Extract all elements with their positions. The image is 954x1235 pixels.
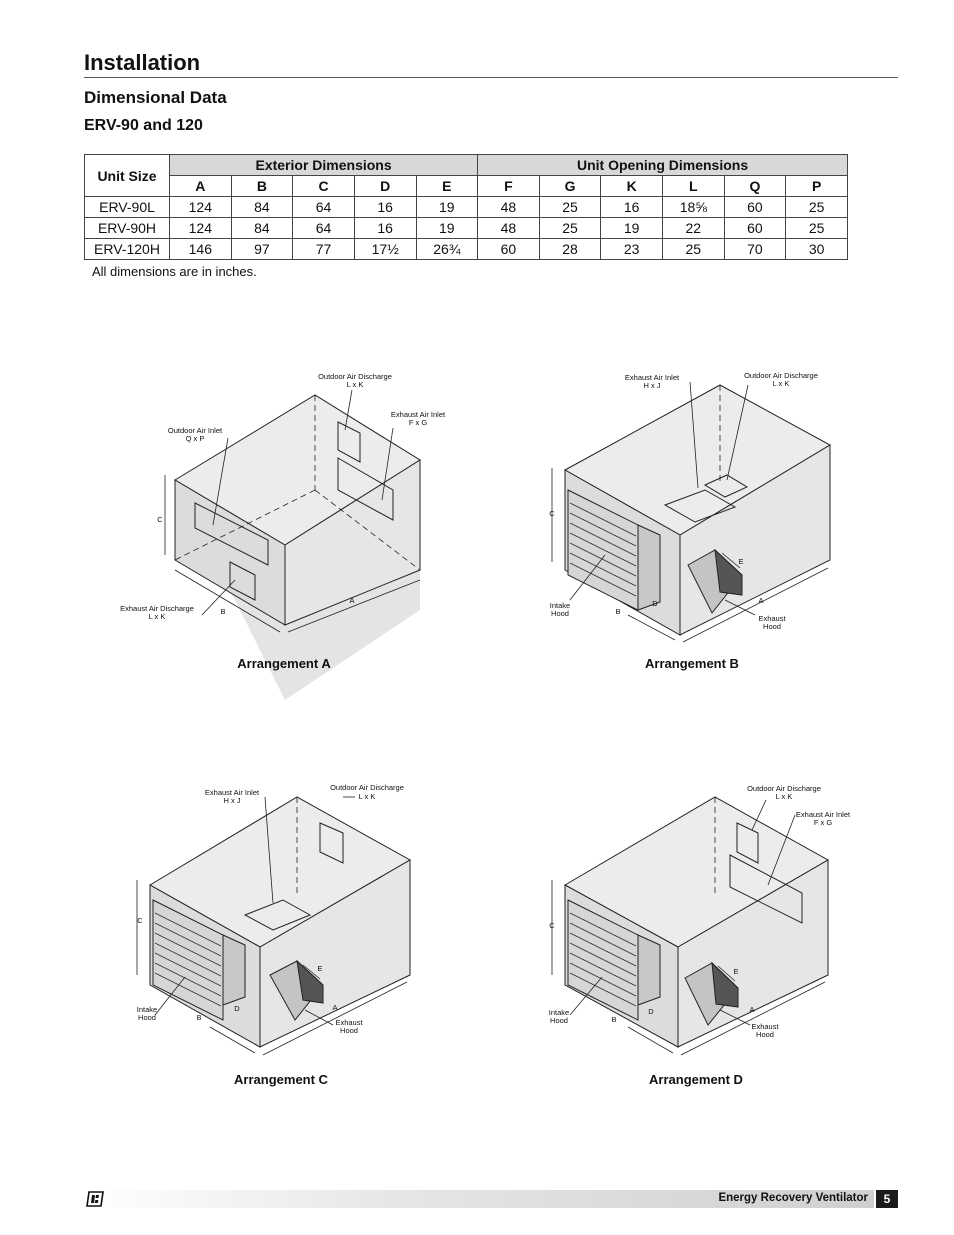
table-cell: 19 — [416, 197, 478, 218]
dim-c-label: C — [549, 921, 555, 930]
dim-e-label: E — [317, 964, 323, 973]
table-row — [85, 197, 848, 218]
unit-size-cell: ERV-120H — [85, 239, 170, 260]
table-cell: 64 — [293, 197, 355, 218]
arrangement-a-caption: Arrangement A — [237, 656, 331, 671]
table-cell: 30 — [786, 239, 848, 260]
arrangement-d-caption: Arrangement D — [649, 1072, 743, 1087]
intake-hood-label-2: Hood — [550, 1016, 568, 1025]
dim-a-label: A — [349, 596, 355, 605]
table-cell: 23 — [601, 239, 663, 260]
table-cell: 124 — [170, 218, 232, 239]
outdoor-inlet-dim: Q x P — [185, 434, 205, 443]
dimensions-note: All dimensions are in inches. — [92, 264, 257, 279]
exhaust-hood-label-1: Exhaust — [335, 1018, 363, 1027]
dim-a-label: A — [332, 1003, 338, 1012]
dim-b-label: B — [611, 1015, 617, 1024]
table-cell: 19 — [416, 218, 478, 239]
opening-dimensions-header: Unit Opening Dimensions — [478, 155, 848, 176]
table-cell: 64 — [293, 218, 355, 239]
table-cell: 25 — [539, 218, 601, 239]
table-cell: 70 — [724, 239, 786, 260]
outdoor-discharge-label: Outdoor Air Discharge — [747, 784, 821, 793]
page-title: Installation — [84, 50, 201, 75]
unit-size-cell: ERV-90L — [85, 197, 170, 218]
intake-hood-label-1: Intake — [549, 601, 571, 610]
table-cell: 26¾ — [416, 239, 478, 260]
exhaust-hood-label-2: Hood — [756, 1030, 774, 1039]
table-cell: 19 — [601, 218, 663, 239]
exhaust-discharge-dim: L x K — [148, 612, 166, 621]
table-cell: 48 — [478, 197, 540, 218]
table-cell: 25 — [663, 239, 725, 260]
title-rule — [84, 77, 898, 78]
intake-hood-label-2: Hood — [138, 1013, 156, 1022]
exhaust-hood-label-2: Hood — [340, 1026, 358, 1035]
dim-d-label: D — [234, 1004, 240, 1013]
table-cell: 97 — [231, 239, 293, 260]
outdoor-discharge-dim: L x K — [358, 792, 376, 801]
dimensions-table — [84, 154, 848, 260]
dim-c-label: C — [137, 916, 143, 925]
column-header-b: B — [231, 176, 293, 197]
exterior-dimensions-header: Exterior Dimensions — [170, 155, 478, 176]
column-header-g: G — [539, 176, 601, 197]
table-cell: 17½ — [354, 239, 416, 260]
table-cell: 84 — [231, 218, 293, 239]
page-number: 5 — [876, 1190, 898, 1208]
table-cell: 77 — [293, 239, 355, 260]
footer-title: Energy Recovery Ventilator — [718, 1192, 868, 1204]
intake-hood-label-1: Intake — [136, 1005, 158, 1014]
arrangement-b-diagram — [530, 370, 850, 650]
unit-size-cell: ERV-90H — [85, 218, 170, 239]
dim-b-label: B — [615, 607, 621, 616]
outdoor-discharge-dim: L x K — [775, 792, 793, 801]
table-cell: 28 — [539, 239, 601, 260]
outdoor-discharge-label: Outdoor Air Discharge — [744, 371, 818, 380]
table-cell: 25 — [786, 218, 848, 239]
table-cell: 146 — [170, 239, 232, 260]
dim-b-label: B — [220, 607, 226, 616]
intake-hood-label-1: Intake — [548, 1008, 570, 1017]
exhaust-inlet-dim: H x J — [643, 381, 661, 390]
subsection-heading: ERV-90 and 120 — [84, 117, 203, 134]
section-heading: Dimensional Data — [84, 88, 227, 107]
column-header-q: Q — [724, 176, 786, 197]
outdoor-discharge-label: Outdoor Air Discharge — [318, 372, 392, 381]
table-row — [85, 239, 848, 260]
column-header-p: P — [786, 176, 848, 197]
table-cell: 16 — [354, 218, 416, 239]
brand-logo-icon — [86, 1191, 104, 1207]
column-header-c: C — [293, 176, 355, 197]
dim-a-label: A — [758, 596, 764, 605]
table-cell: 60 — [724, 218, 786, 239]
exhaust-inlet-label: Exhaust Air Inlet — [624, 373, 680, 382]
table-cell: 84 — [231, 197, 293, 218]
exhaust-hood-label-2: Hood — [763, 622, 781, 631]
table-cell: 18⅝ — [663, 197, 725, 218]
exhaust-inlet-label: Exhaust Air Inlet — [204, 788, 260, 797]
exhaust-discharge-label: Exhaust Air Discharge — [120, 604, 194, 613]
exhaust-inlet-dim: H x J — [223, 796, 241, 805]
table-row — [85, 218, 848, 239]
dim-e-label: E — [733, 967, 739, 976]
arrangement-c-diagram — [115, 785, 435, 1065]
outdoor-discharge-dim: L x K — [772, 379, 790, 388]
table-cell: 124 — [170, 197, 232, 218]
table-cell: 22 — [663, 218, 725, 239]
table-cell: 16 — [601, 197, 663, 218]
exhaust-inlet-dim: F x G — [408, 418, 428, 427]
table-cell: 16 — [354, 197, 416, 218]
outdoor-discharge-dim: L x K — [346, 380, 364, 389]
table-cell: 60 — [724, 197, 786, 218]
table-cell: 60 — [478, 239, 540, 260]
arrangement-c-caption: Arrangement C — [234, 1072, 328, 1087]
table-cell: 25 — [786, 197, 848, 218]
table-cell: 25 — [539, 197, 601, 218]
outdoor-inlet-label: Outdoor Air Inlet — [167, 426, 223, 435]
dim-c-label: C — [549, 509, 555, 518]
exhaust-hood-label-1: Exhaust — [758, 614, 786, 623]
exhaust-inlet-label: Exhaust Air Inlet — [795, 810, 851, 819]
table-cell: 48 — [478, 218, 540, 239]
exhaust-inlet-dim: F x G — [813, 818, 833, 827]
arrangement-b-caption: Arrangement B — [645, 656, 739, 671]
dim-a-label: A — [749, 1005, 755, 1014]
column-header-d: D — [354, 176, 416, 197]
unit-size-header: Unit Size — [85, 155, 170, 197]
dim-b-label: B — [196, 1013, 202, 1022]
dim-c-label: C — [157, 515, 163, 524]
column-header-f: F — [478, 176, 540, 197]
intake-hood-label-2: Hood — [551, 609, 569, 618]
dim-e-label: E — [738, 557, 744, 566]
arrangement-a-diagram — [110, 370, 446, 650]
exhaust-inlet-label: Exhaust Air Inlet — [390, 410, 446, 419]
dim-d-label: D — [648, 1007, 654, 1016]
column-header-a: A — [170, 176, 232, 197]
dim-d-label: D — [652, 599, 658, 608]
column-header-e: E — [416, 176, 478, 197]
exhaust-hood-label-1: Exhaust — [751, 1022, 779, 1031]
arrangement-d-diagram — [530, 785, 850, 1065]
outdoor-discharge-label: Outdoor Air Discharge — [330, 783, 404, 792]
column-header-l: L — [663, 176, 725, 197]
column-header-k: K — [601, 176, 663, 197]
